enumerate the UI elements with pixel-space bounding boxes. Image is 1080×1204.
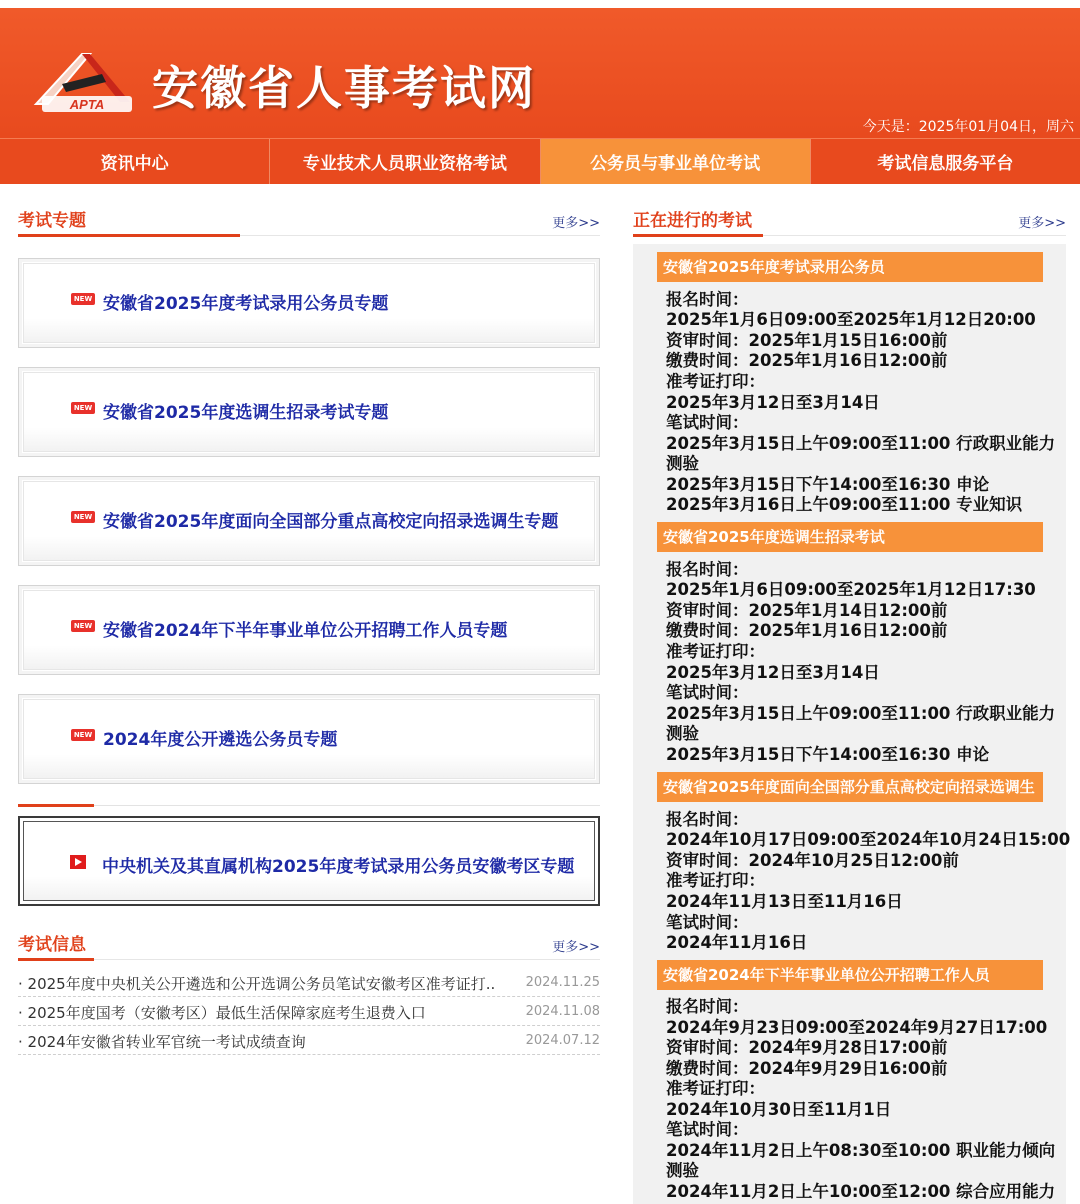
- nav-item-civil-service[interactable]: 公务员与事业单位考试: [541, 139, 811, 184]
- exam-info-list: [18, 968, 600, 1055]
- exam-detail-line: 笔试时间：: [666, 683, 749, 702]
- exam-detail-line: 2024年11月13日至11月16日: [666, 892, 903, 911]
- list-item[interactable]: [18, 997, 600, 1026]
- topic-link[interactable]: 安徽省2025年度选调生招录考试专题: [103, 403, 389, 423]
- play-icon: [70, 855, 86, 869]
- exam-detail-line: 准考证打印：: [666, 1079, 765, 1098]
- topic-card[interactable]: [18, 367, 600, 457]
- exam-detail-line: 2024年9月23日09:00至2024年9月27日17:00: [666, 1018, 1048, 1037]
- new-badge-icon: NEW: [71, 620, 95, 632]
- new-badge-icon: NEW: [71, 511, 95, 523]
- exam-detail-line: 测验: [666, 454, 699, 473]
- exam-detail-line: 笔试时间：: [666, 413, 749, 432]
- exam-detail-line: 报名时间：: [666, 290, 749, 309]
- exam-detail-line: 2025年1月6日09:00至2025年1月12日17:30: [666, 580, 1036, 599]
- exam-detail-line: 缴费时间：2024年9月29日16:00前: [666, 1059, 948, 1078]
- exam-detail-line: 准考证打印：: [666, 642, 765, 661]
- ongoing-section-header: [633, 206, 1066, 236]
- exam-detail-line: 缴费时间：2025年1月16日12:00前: [666, 621, 948, 640]
- date-display: 今天是：2025年01月04日，周六: [862, 119, 1074, 135]
- exam-detail-line: 2024年11月2日上午08:30至10:00 职业能力倾向: [666, 1141, 1056, 1160]
- list-item-title[interactable]: · 2024年安徽省转业军官统一考试成绩查询: [18, 1033, 306, 1051]
- exam-info-title: 考试信息: [18, 935, 86, 955]
- main-nav: [0, 138, 1080, 184]
- exam-detail-line: 2025年3月15日上午09:00至11:00 行政职业能力: [666, 704, 1056, 723]
- topics-title: 考试专题: [18, 211, 86, 231]
- exam-detail-line: 报名时间：: [666, 560, 749, 579]
- topic-link[interactable]: 安徽省2025年度考试录用公务员专题: [103, 294, 389, 314]
- site-title[interactable]: 安徽省人事考试网: [152, 61, 536, 115]
- exam-detail-line: 2025年3月15日上午09:00至11:00 行政职业能力: [666, 434, 1056, 453]
- central-topic-card[interactable]: [18, 816, 600, 906]
- exam-detail-line: 2024年10月30日至11月1日: [666, 1100, 892, 1119]
- exam-detail-line: 资审时间：2024年10月25日12:00前: [666, 851, 959, 870]
- top-strip: [0, 0, 1080, 8]
- exam-detail-line: 资审时间：2025年1月15日16:00前: [666, 331, 948, 350]
- list-item-date: 2024.11.08: [525, 1004, 600, 1019]
- exam-detail-line: 准考证打印：: [666, 871, 765, 890]
- section-divider-accent: [18, 804, 94, 807]
- exam-title[interactable]: 安徽省2024年下半年事业单位公开招聘工作人员: [657, 960, 1043, 990]
- exam-detail-line: 资审时间：2024年9月28日17:00前: [666, 1038, 948, 1057]
- exam-detail-line: 报名时间：: [666, 810, 749, 829]
- exam-detail-line: 缴费时间：2025年1月16日12:00前: [666, 351, 948, 370]
- exam-detail-line: 2025年3月12日至3月14日: [666, 393, 880, 412]
- section-divider: [18, 805, 600, 806]
- exam-title[interactable]: 安徽省2025年度面向全国部分重点高校定向招录选调生: [657, 772, 1043, 802]
- ongoing-exams-panel: [633, 244, 1071, 1204]
- list-item[interactable]: [18, 1026, 600, 1055]
- list-item-title[interactable]: · 2025年度中央机关公开遴选和公开选调公务员笔试安徽考区准考证打..: [18, 975, 496, 993]
- ongoing-title: 正在进行的考试: [633, 211, 752, 231]
- exam-detail-line: 测验: [666, 724, 699, 743]
- exam-detail-line: 2025年1月6日09:00至2025年1月12日20:00: [666, 310, 1036, 329]
- exam-title[interactable]: 安徽省2025年度选调生招录考试: [657, 522, 1043, 552]
- exam-detail-line: 2025年3月16日上午09:00至11:00 专业知识: [666, 495, 1023, 514]
- topic-card[interactable]: [18, 476, 600, 566]
- exam-detail-line: 笔试时间：: [666, 1120, 749, 1139]
- topics-more-link[interactable]: 更多>>: [552, 216, 600, 231]
- exam-detail-line: 2025年3月12日至3月14日: [666, 663, 880, 682]
- exam-detail-line: 资审时间：2025年1月14日12:00前: [666, 601, 948, 620]
- exam-detail-line: 笔试时间：: [666, 913, 749, 932]
- topics-section-header: [18, 206, 600, 236]
- topic-link[interactable]: 2024年度公开遴选公务员专题: [103, 730, 338, 750]
- topic-link[interactable]: 安徽省2025年度面向全国部分重点高校定向招录选调生专题: [103, 512, 559, 532]
- exam-detail-line: 测验: [666, 1161, 699, 1180]
- exam-detail-line: 2024年11月2日上午10:00至12:00 综合应用能力: [666, 1182, 1056, 1201]
- exam-detail-line: 2025年3月15日下午14:00至16:30 申论: [666, 745, 990, 764]
- topic-card[interactable]: [18, 258, 600, 348]
- exam-detail-line: 2025年3月15日下午14:00至16:30 申论: [666, 475, 990, 494]
- new-badge-icon: NEW: [71, 293, 95, 305]
- ongoing-title-underline: [633, 234, 763, 237]
- exam-info-title-underline: [18, 958, 94, 961]
- exam-detail-line: 2024年11月16日: [666, 933, 808, 952]
- exam-detail-line: 报名时间：: [666, 997, 749, 1016]
- topic-card[interactable]: [18, 585, 600, 675]
- apta-logo-icon[interactable]: [32, 44, 140, 116]
- exam-detail-line: 准考证打印：: [666, 372, 765, 391]
- topics-title-underline: [18, 234, 240, 237]
- nav-item-info-platform[interactable]: 考试信息服务平台: [877, 154, 1014, 174]
- ongoing-more-link[interactable]: 更多>>: [1018, 216, 1066, 231]
- new-badge-icon: NEW: [71, 402, 95, 414]
- list-item[interactable]: [18, 968, 600, 997]
- new-badge-icon: NEW: [71, 729, 95, 741]
- exam-title[interactable]: 安徽省2025年度考试录用公务员: [657, 252, 1043, 282]
- list-item-title[interactable]: · 2025年度国考（安徽考区）最低生活保障家庭考生退费入口: [18, 1004, 426, 1022]
- nav-item-news-center[interactable]: 资讯中心: [0, 139, 270, 184]
- exam-info-more-link[interactable]: 更多>>: [552, 940, 600, 955]
- topic-card[interactable]: [18, 694, 600, 784]
- central-topic-link[interactable]: 中央机关及其直属机构2025年度考试录用公务员安徽考区专题: [102, 857, 575, 877]
- site-header: [0, 8, 1080, 138]
- logo-text: APTA: [69, 97, 105, 112]
- nav-item-professional-qualification[interactable]: 专业技术人员职业资格考试: [270, 139, 540, 184]
- exam-detail-line: 2024年10月17日09:00至2024年10月24日15:00: [666, 830, 1071, 849]
- exam-info-section-header: [18, 930, 600, 960]
- topic-link[interactable]: 安徽省2024年下半年事业单位公开招聘工作人员专题: [103, 621, 508, 641]
- list-item-date: 2024.07.12: [525, 1033, 600, 1048]
- list-item-date: 2024.11.25: [525, 975, 600, 990]
